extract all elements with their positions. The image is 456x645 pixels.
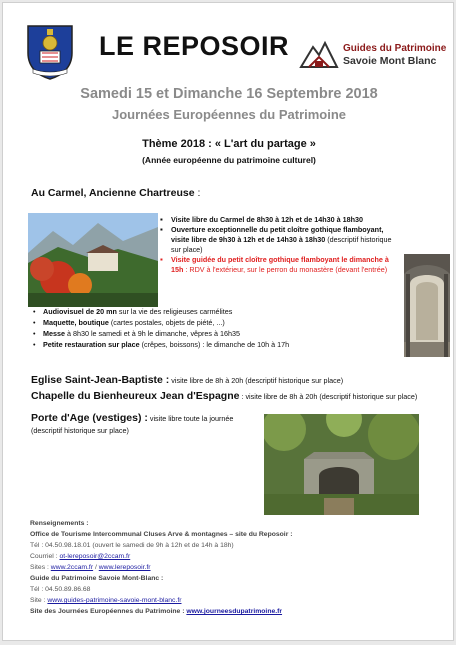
event-theme: Thème 2018 : « L'art du partage » (142, 138, 316, 150)
porte-section (31, 412, 261, 437)
list-item-detail: sur la vie des religieuses carmélites (116, 307, 233, 316)
info-section (30, 518, 390, 617)
carmel-list (158, 215, 402, 275)
email-link[interactable]: ot-lereposoir@2ccam.fr (59, 553, 131, 560)
chapel-text: : visite libre de 8h à 20h (descriptif historique sur place) (239, 392, 418, 401)
event-theme-subtitle: (Année européenne du patrimoine culturel) (142, 155, 316, 165)
porte-text: visite libre toute la journée (147, 414, 234, 423)
list-item-text: Audiovisuel de 20 mn (43, 307, 117, 316)
list-item-detail: à 8h30 le samedi et à 9h le dimanche, vêpres à 16h35 (64, 329, 240, 338)
list-item (158, 225, 402, 255)
info-site1-sep: / (93, 564, 99, 571)
info-title: Renseignements : (30, 520, 89, 527)
event-name: Journées Européennes du Patrimoine (111, 107, 347, 122)
church-text: visite libre de 8h à 20h (descriptif historique sur place) (169, 376, 344, 385)
info-tel1: Tél : 04.50.98.18.01 (ouvert le samedi de 9h à 12h et de 14h à 18h) (30, 542, 234, 549)
list-item (33, 328, 393, 339)
porte-dage-photo (264, 414, 419, 515)
list-item-text: Messe (43, 329, 65, 338)
carmel-landscape-photo (28, 213, 158, 307)
info-office: Office de Tourisme Intercommunal Cluses Arve & montagnes – site du Reposoir : (30, 531, 293, 538)
site-link-guides[interactable]: www.guides-patrimoine-savoie-mont-blanc.fr (47, 597, 182, 604)
list-item-text: Petite restauration sur place (43, 340, 140, 349)
porte-text-2: (descriptif historique sur place) (31, 426, 129, 435)
list-item-text: Visite libre du Carmel de 8h30 à 12h et de 14h30 à 18h30 (171, 215, 364, 224)
site-link-2ccam[interactable]: www.2ccam.fr (50, 564, 94, 571)
info-site2-label: Site : (30, 597, 48, 604)
site-link-jep[interactable]: www.journeesdupatrimoine.fr (186, 608, 283, 615)
cloister-photo (404, 254, 450, 357)
info-sites-line (30, 562, 390, 573)
carmel-heading-text: Au Carmel, Ancienne Chartreuse (31, 187, 195, 199)
logo-text-line1: Guides du Patrimoine (343, 43, 447, 54)
flyer-page (2, 2, 454, 641)
event-dates: Samedi 15 et Dimanche 16 Septembre 2018 (80, 86, 378, 102)
coat-of-arms-icon (25, 23, 75, 81)
page-title: LE REPOSOIR (99, 31, 290, 61)
list-item (33, 306, 393, 317)
list-item-text: Ouverture exceptionnelle du petit cloître gothique flamboyant, visite libre de 9h30 à 12h et de 14h30 à 18h30 (171, 225, 384, 244)
info-mail-label: Courriel : (30, 553, 60, 560)
mountain-logo-icon (299, 37, 339, 71)
carmel-heading-colon: : (194, 187, 201, 199)
guided-visit-text: Visite guidée du petit cloître gothique flamboyant le dimanche à 15h (171, 255, 389, 274)
church-heading: Eglise Saint-Jean-Baptiste : (31, 374, 170, 386)
chapel-section (31, 390, 451, 403)
info-jep-label: Site des Journées Européennes du Patrimoine : (30, 608, 187, 615)
info-tel2: Tél : 04.50.89.86.68 (30, 586, 91, 593)
church-section (31, 374, 431, 387)
info-site2-line (30, 595, 390, 606)
list-item-text: Maquette, boutique (43, 318, 109, 327)
info-site1-label: Sites : (30, 564, 51, 571)
carmel-heading (31, 187, 200, 199)
carmel-more-list (33, 306, 393, 350)
guided-visit-detail: : RDV à l'extérieur, sur le perron du monastère (devant l'entrée) (183, 265, 388, 274)
info-mail-line (30, 551, 390, 562)
logo-text-line2: Savoie Mont Blanc (343, 55, 437, 67)
list-item (158, 215, 402, 225)
site-link-lereposoir[interactable]: www.lereposoir.fr (98, 564, 151, 571)
guides-patrimoine-logo (299, 37, 445, 73)
chapel-heading: Chapelle du Bienheureux Jean d'Espagne (31, 390, 240, 402)
info-guides: Guide du Patrimoine Savoie Mont-Blanc : (30, 575, 164, 582)
list-item-guided (158, 255, 402, 275)
list-item (33, 339, 393, 350)
list-item (33, 317, 393, 328)
list-item-detail: (descriptif historique sur place) (171, 235, 392, 254)
list-item-detail: (crêpes, boissons) : le dimanche de 10h à 17h (139, 340, 290, 349)
porte-heading: Porte d'Age (vestiges) : (31, 412, 148, 424)
info-jep-line (30, 606, 390, 617)
list-item-detail: (cartes postales, objets de piété, ...) (108, 318, 225, 327)
